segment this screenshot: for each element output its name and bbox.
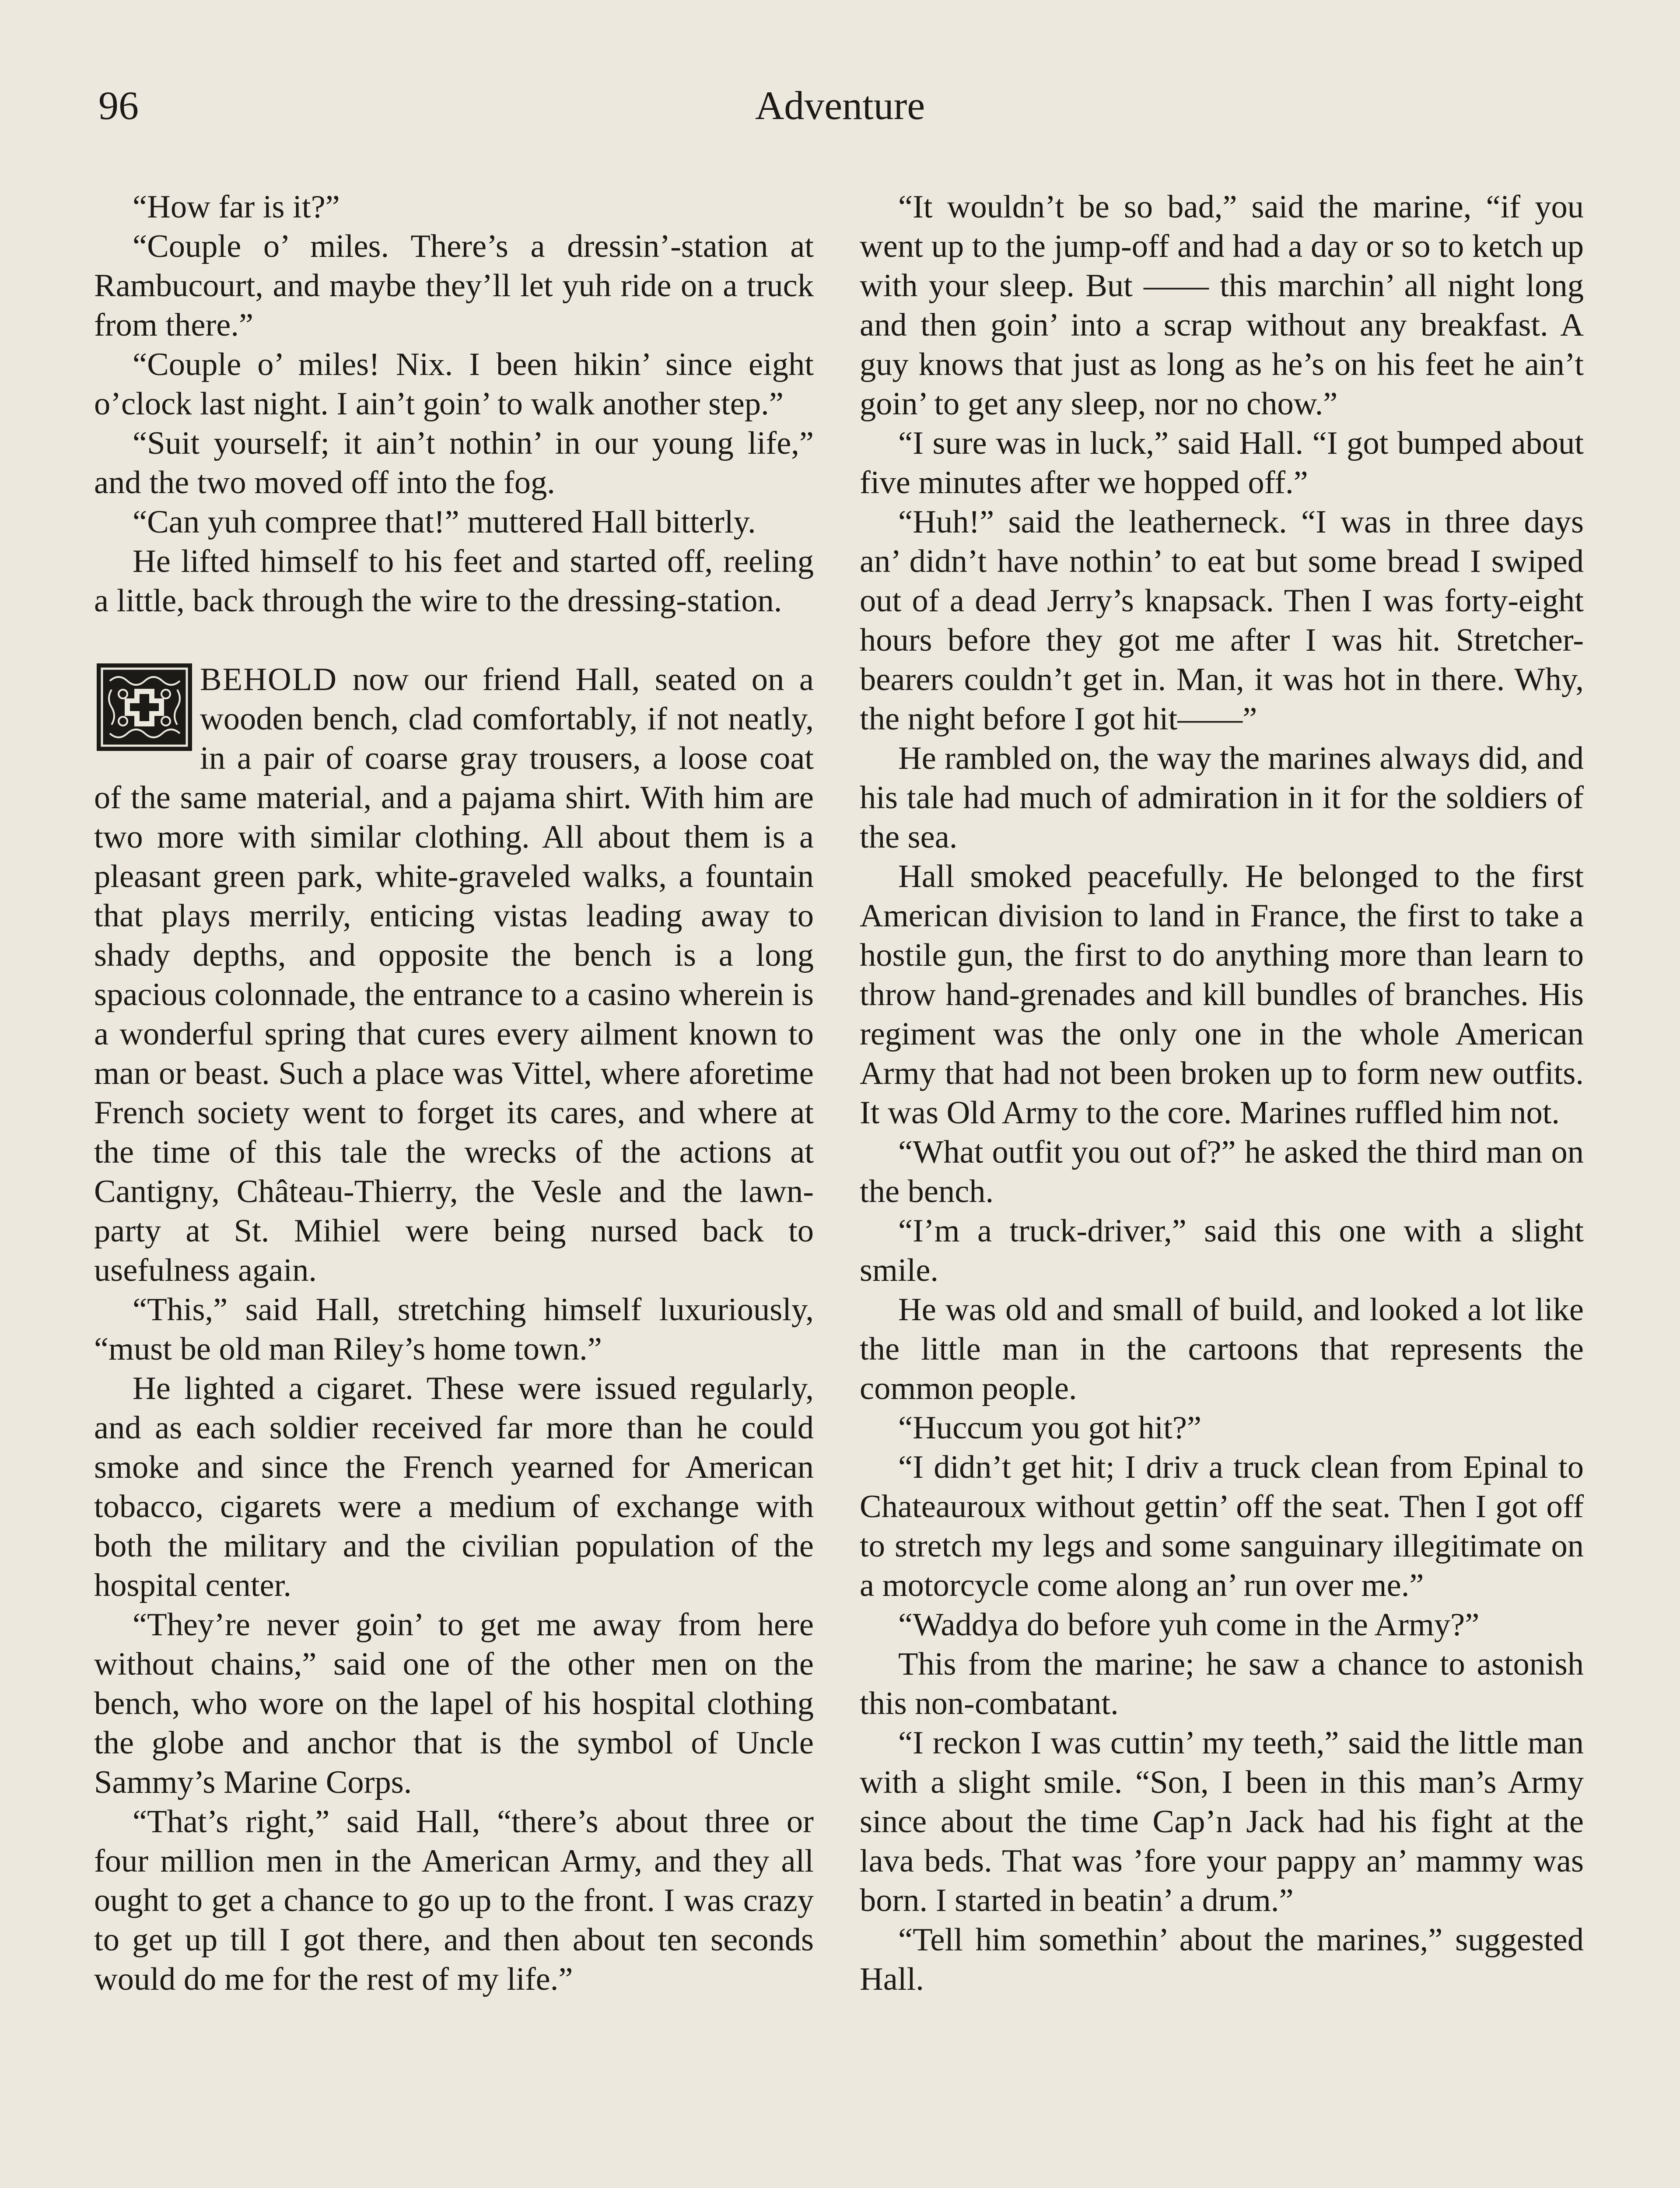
- section-opening-paragraph: [94, 660, 814, 1290]
- lead-word: BEHOLD: [200, 662, 338, 698]
- paragraph: “That’s right,” said Hall, “there’s about three or four million men in the American Army, and they all ought to get a chance to go up to the front. I was crazy to get up till I got there, and then about ten seconds would do me for the rest of my life.”: [94, 1804, 814, 1997]
- paragraph: “I sure was in luck,” said Hall. “I got bumped about five minutes after we hopped off.”: [860, 425, 1584, 501]
- paragraph: “Huccum you got hit?”: [898, 1410, 1202, 1446]
- paragraph: He lighted a cigaret. These were issued regularly, and as each soldier received far more than he could smoke and since the French yearned for American tobacco, cigarets were a medium of exchange with both the military and the civilian population of the hospital center.: [94, 1371, 814, 1603]
- paragraph: He lifted himself to his feet and started off, reeling a little, back through the wire to the dressing-station.: [94, 543, 814, 619]
- paragraph: “Suit yourself; it ain’t nothin’ in our young life,” and the two moved off into the fog.: [94, 425, 814, 501]
- paragraph: This from the marine; he saw a chance to astonish this non-combatant.: [860, 1646, 1584, 1722]
- paragraph: “How far is it?”: [133, 189, 340, 225]
- paragraph: “Waddya do before yuh come in the Army?”: [898, 1607, 1480, 1643]
- section-break: [94, 621, 814, 660]
- paragraph: “This,” said Hall, stretching himself luxuriously, “must be old man Riley’s home town.”: [94, 1292, 814, 1367]
- ornamental-initial-icon: [97, 663, 192, 751]
- paragraph: He rambled on, the way the marines always did, and his tale had much of admiration in it for the soldiers of the sea.: [860, 740, 1584, 855]
- paragraph: Hall smoked peacefully. He belonged to the first American division to land in France, the first to take a hostile gun, the first to do anything more than learn to throw hand-grenades and kill bundles of branches. His regiment was the only one in the whole American Army that had not been broken up to form new outfits. It was Old Army to the core. Marines ruffled him not.: [860, 859, 1584, 1131]
- paragraph: “It wouldn’t be so bad,” said the marine, “if you went up to the jump-off and had a day or so to ketch up with your sleep. But —— this marchin’ all night long and then goin’ into a scrap without any breakfast. A guy knows that just as long as he’s on his feet he ain’t goin’ to get any sleep, nor no chow.”: [860, 189, 1584, 422]
- paragraph: “Tell him somethin’ about the marines,” suggested Hall.: [860, 1922, 1584, 1997]
- left-column: [94, 187, 814, 1999]
- right-column: [860, 187, 1584, 1999]
- paragraph: “Couple o’ miles. There’s a dressin’-station at Rambucourt, and maybe they’ll let yuh ride on a truck from there.”: [94, 228, 814, 343]
- paragraph: “What outfit you out of?” he asked the third man on the bench.: [860, 1134, 1584, 1210]
- paragraph: He was old and small of build, and looked a lot like the little man in the cartoons that represents the common people.: [860, 1292, 1584, 1406]
- running-head: Adventure: [755, 83, 925, 128]
- paragraph: “I reckon I was cuttin’ my teeth,” said the little man with a slight smile. “Son, I been in this man’s Army since about the time Cap’n Jack had his fight at the lava beds. That was ’fore your pappy an’ mammy was born. I started in beatin’ a drum.”: [860, 1725, 1584, 1918]
- paragraph: “Huh!” said the leatherneck. “I was in three days an’ didn’t have nothin’ to eat but some bread I swiped out of a dead Jerry’s knapsack. Then I was forty-eight hours before they got me after I was hit. Stretcher-bearers couldn’t get in. Man, it was hot in there. Why, the night before I got hit——”: [860, 504, 1584, 737]
- paragraph: “They’re never goin’ to get me away from here without chains,” said one of the other men on the bench, who wore on the lapel of his hospital clothing the globe and anchor that is the symbol of Uncle Sammy’s Marine Corps.: [94, 1607, 814, 1800]
- paragraph: “Couple o’ miles! Nix. I been hikin’ since eight o’clock last night. I ain’t goin’ to walk another step.”: [94, 347, 814, 422]
- paragraph: “I didn’t get hit; I driv a truck clean from Epinal to Chateauroux without gettin’ off the seat. Then I got off to stretch my legs and some sanguinary illegitimate on a motorcycle come along an’ run over me.”: [860, 1449, 1584, 1603]
- paragraph: “Can yuh compree that!” muttered Hall bitterly.: [133, 504, 756, 540]
- section-opening-text: now our friend Hall, seated on a wooden bench, clad comfortably, if not neatly, in a pair of coarse gray trousers, a loose coat of the same material, and a pajama shirt. With him are two more with similar clothing. All about them is a pleasant green park, white-graveled walks, a fountain that plays merrily, enticing vistas leading away to shady depths, and opposite the bench is a long spacious colonnade, the entrance to a casino wherein is a wonderful spring that cures every ailment known to man or beast. Such a place was Vittel, where aforetime French society went to forget its cares, and where at the time of this tale the wrecks of the actions at Cantigny, Château-Thierry, the Vesle and the lawn-party at St. Mihiel were being nursed back to usefulness again.: [94, 662, 814, 1288]
- paragraph: “I’m a truck-driver,” said this one with a slight smile.: [860, 1213, 1584, 1288]
- page-number: 96: [98, 83, 139, 128]
